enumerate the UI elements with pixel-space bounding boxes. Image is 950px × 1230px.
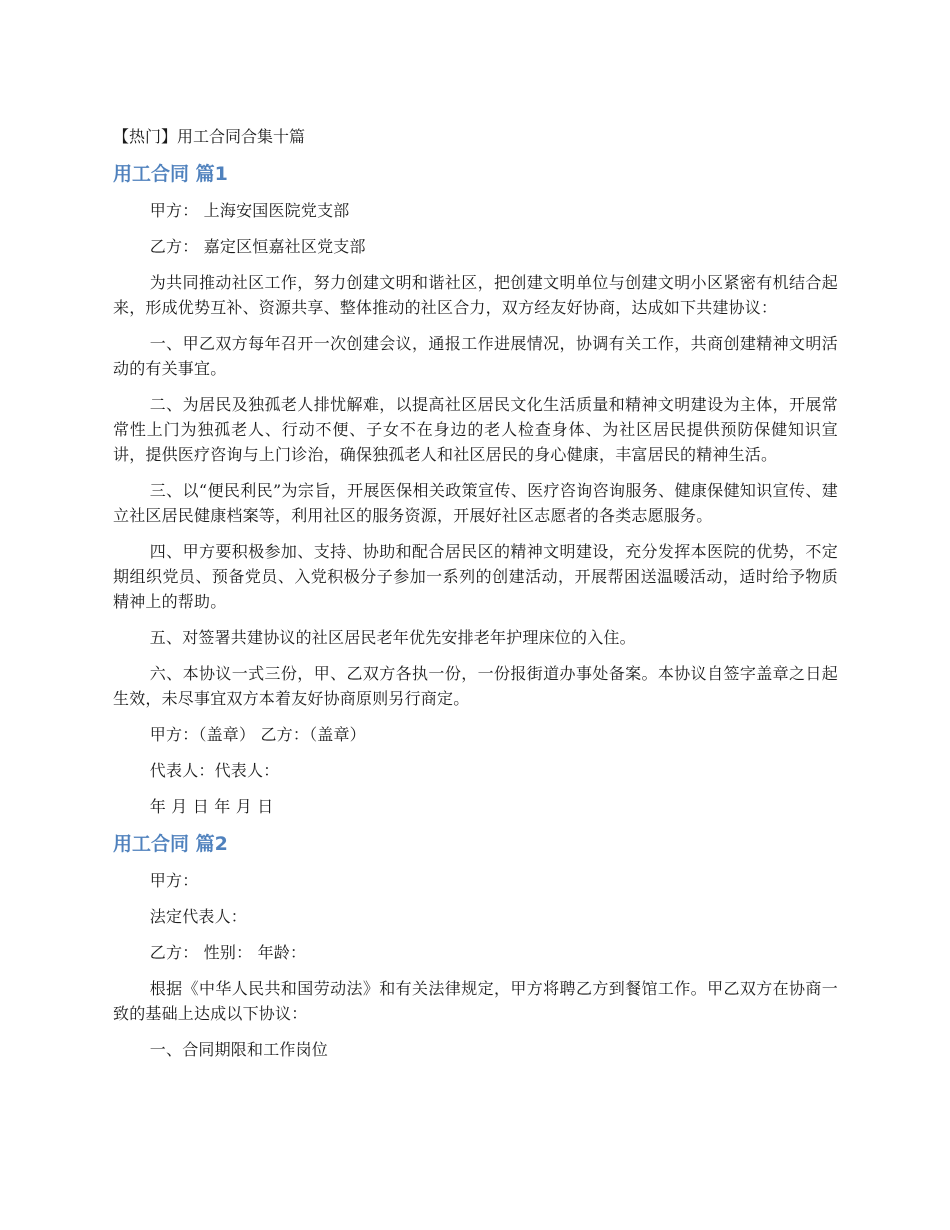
clause-3: 三、以“便民利民”为宗旨，开展医保相关政策宣传、医疗咨询咨询服务、健康保健知识宣传、建立社区居民健康档案等，利用社区的服务资源，开展好社区志愿者的各类志愿服务。 <box>113 481 838 525</box>
document-title: 【热门】用工合同合集十篇 <box>113 127 306 146</box>
party-a-line: 甲方： 上海安国医院党支部 <box>149 201 350 220</box>
clause-1: 一、甲乙双方每年召开一次创建会议，通报工作进展情况，协调有关工作，共商创建精神文明活动的有关事宜。 <box>113 334 838 378</box>
clause-6: 六、本协议一式三份，甲、乙双方各执一份，一份报街道办事处备案。本协议自签字盖章之日起生效，未尽事宜双方本着友好协商原则另行商定。 <box>113 664 838 708</box>
section-heading: 用工合同 篇1 <box>113 163 228 185</box>
clause-1-heading: 一、合同期限和工作岗位 <box>149 1040 328 1059</box>
party-a-line: 甲方： <box>149 871 199 890</box>
section-2 <box>113 830 838 1062</box>
party-b-line: 乙方： 性别： 年龄： <box>149 943 307 962</box>
intro-paragraph: 为共同推动社区工作，努力创建文明和谐社区，把创建文明单位与创建文明小区紧密有机结合起来，形成优势互补、资源共享、整体推动的社区合力，双方经友好协商，达成如下共建协议： <box>113 273 838 317</box>
clause-5: 五、对签署共建协议的社区居民老年优先安排老年护理床位的入住。 <box>149 628 636 647</box>
section-heading: 用工合同 篇2 <box>113 833 228 855</box>
date-line: 年 月 日 年 月 日 <box>149 797 274 816</box>
seal-line: 甲方：（盖章） 乙方：（盖章） <box>149 725 366 744</box>
legal-representative-line: 法定代表人： <box>149 907 247 926</box>
representative-line: 代表人：代表人： <box>149 761 280 780</box>
intro-paragraph: 根据《中华人民共和国劳动法》和有关法律规定，甲方将聘乙方到餐馆工作。甲乙双方在协商一致的基础上达成以下协议： <box>113 979 838 1023</box>
section-1 <box>113 160 838 819</box>
clause-4: 四、甲方要积极参加、支持、协助和配合居民区的精神文明建设，充分发挥本医院的优势，不定期组织党员、预备党员、入党积极分子参加一系列的创建活动，开展帮困送温暖活动，适时给予物质精神上的帮助。 <box>113 542 838 611</box>
clause-2: 二、为居民及独孤老人排忧解难，以提高社区居民文化生活质量和精神文明建设为主体，开展常常性上门为独孤老人、行动不便、子女不在身边的老人检查身体、为社区居民提供预防保健知识宣讲，提供医疗咨询与上门诊治，确保独孤老人和社区居民的身心健康，丰富居民的精神生活。 <box>113 395 838 464</box>
party-b-line: 乙方： 嘉定区恒嘉社区党支部 <box>149 237 366 256</box>
